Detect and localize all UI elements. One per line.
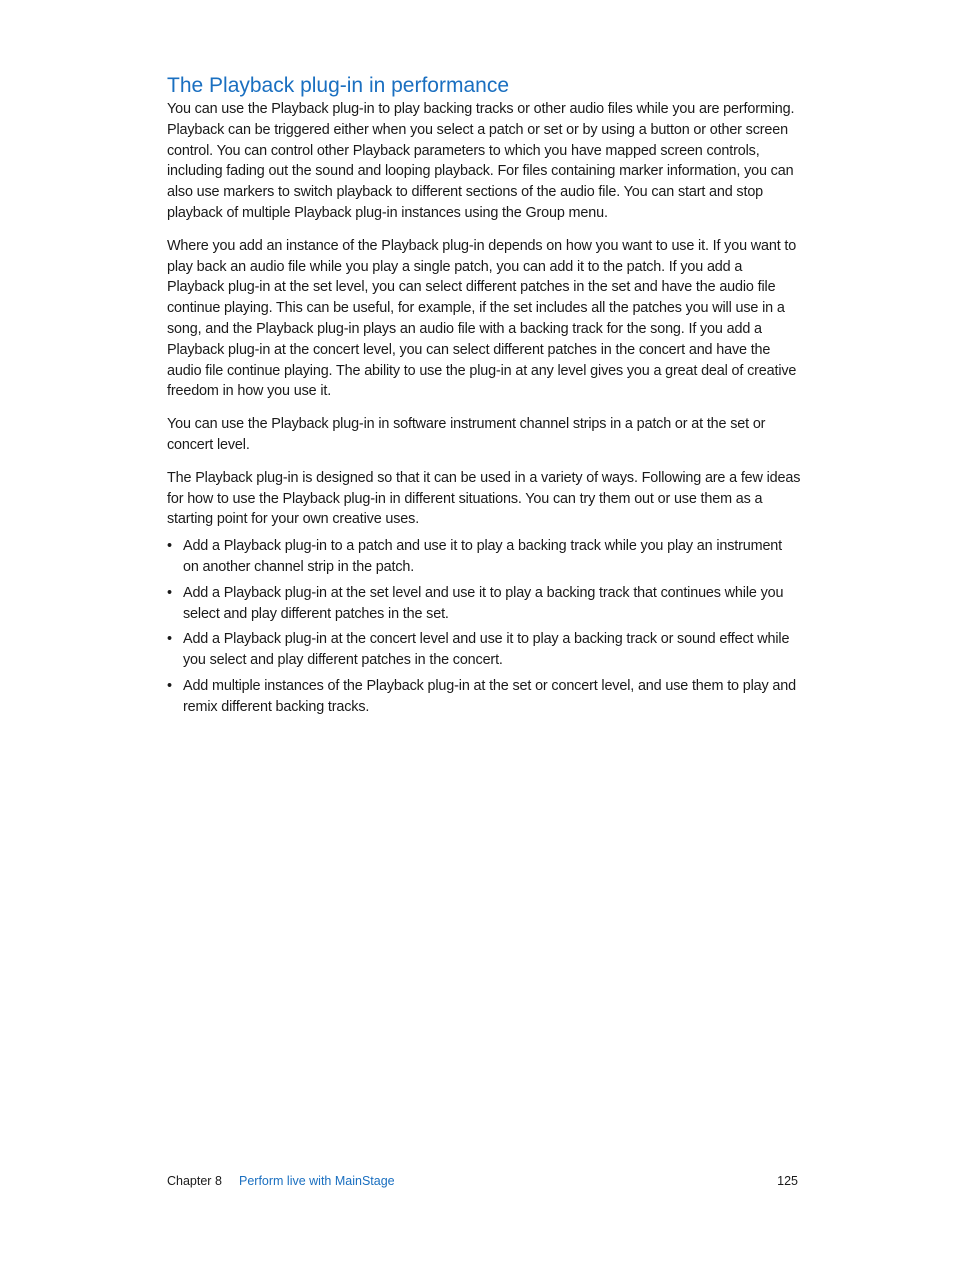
page-footer [167,1172,798,1190]
paragraph-4: The Playback plug-in is designed so that it can be used in a variety of ways. Following are a few ideas for how to use the Playback plug-in in different situations. You can try them out or use them as a starting point for your own creative uses. [167,469,801,528]
bullet-list [167,536,801,717]
list-item-text: Add a Playback plug-in to a patch and use it to play a backing track while you play an instrument on another channel strip in the patch. [183,538,783,575]
bullet-icon: • [167,538,172,555]
page-number: 125 [777,1174,798,1188]
list-item-text: Add multiple instances of the Playback plug-in at the set or concert level, and use them to play and remix different backing tracks. [183,677,796,715]
list-item [167,583,801,625]
section-heading: The Playback plug-in in performance [167,74,510,97]
bullet-icon: • [167,631,172,648]
bullet-icon: • [167,584,172,601]
body-text [167,99,801,723]
list-item [167,676,801,718]
footer-chapter-label: Chapter 8 [167,1174,222,1188]
paragraph-3: You can use the Playback plug-in in software instrument channel strips in a patch or at the set or concert level. [167,416,766,453]
bullet-icon: • [167,677,172,694]
paragraph-2: Where you add an instance of the Playback plug-in depends on how you want to use it. If you want to play back an audio file while you play a single patch, you can add it to the patch. If you add a Playback plug-in at the set level, you can select different patches in the set and have the audio file continue playing. This can be useful, for example, if the set includes all the patches you will use in a song, and the Playback plug-in plays an audio file with a backing track for the song. If you add a Playback plug-in at the concert level, you can select different patches in the concert and have the audio file continue playing. The ability to use the plug-in at any level gives you a great deal of creative freedom in how you use it. [167,237,797,400]
list-item-text: Add a Playback plug-in at the set level and use it to play a backing track that continues while you select and play different patches in the set. [183,584,784,622]
paragraph-1: You can use the Playback plug-in to play backing tracks or other audio files while you are performing. Playback can be triggered either when you select a patch or set or by using a button or other screen control. You can control other Playback parameters to which you have mapped screen controls, including fading out the sound and looping playback. For files containing marker information, you can also use markers to switch playback to different sections of the audio file. You can start and stop playback of multiple Playback plug-in instances using the Group menu. [167,101,795,221]
list-item [167,536,801,578]
list-item-text: Add a Playback plug-in at the concert level and use it to play a backing track or sound effect while you select and play different patches in the concert. [183,631,790,669]
list-item [167,629,801,671]
footer-chapter-title[interactable]: Perform live with MainStage [239,1174,395,1188]
